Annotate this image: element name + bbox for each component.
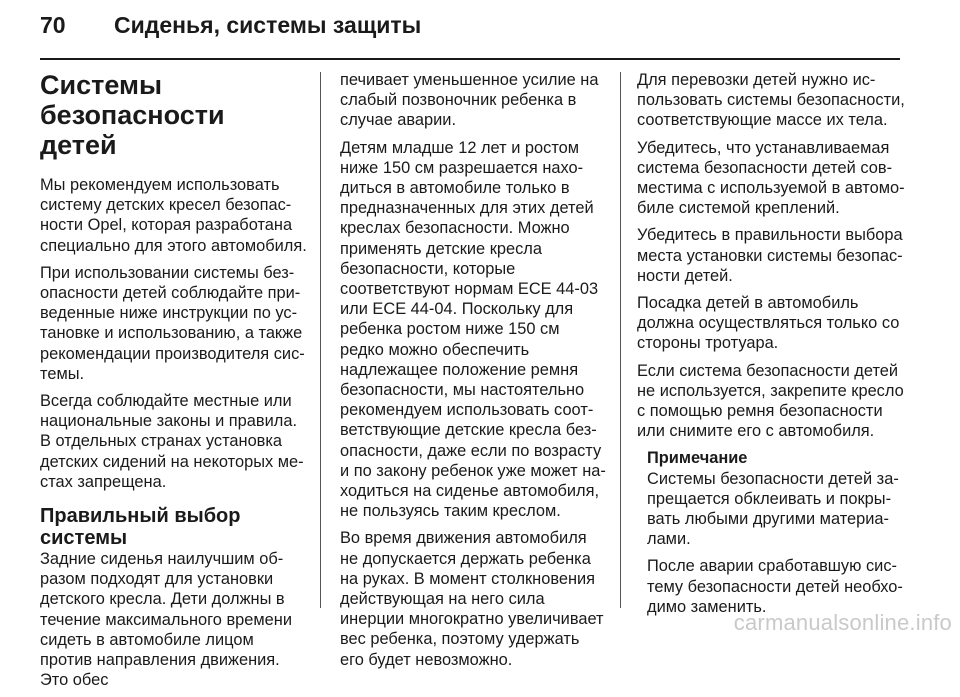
header-rule xyxy=(40,58,900,60)
paragraph: Задние сиденья наилучшим образом подходят для установки детского кресла. Дети должны в течение максимального времени сидеть в автомобиле лицом против направления движения. Это обес xyxy=(40,550,292,690)
note-title: Примечание xyxy=(647,449,748,468)
section-title xyxy=(40,70,308,160)
paragraph: Детям младше 12 лет и ростом ниже 150 см разрешается находиться в автомобиле только в предназначенных для этих детей креслах безопасности. Можно применять детские кресла безопасности, которые соответствуют нормам ECE 44-03 или ECE 44-04. Поскольку для ребенка ростом ниже 150 см редко можно обеспечить надлежащее положение ремня безопасности, мы настоятельно рекомендуем использовать соответствующие детские кресла безопасности, даже если по возрасту и по закону ребенок уже может находиться на сиденье автомобиля, не пользуясь таким креслом. xyxy=(340,138,606,521)
column-divider xyxy=(620,72,621,608)
paragraph: При использовании системы безопасности детей соблюдайте приведенные ниже инструкции по установке и использованию, а также рекомендации производителя системы. xyxy=(40,263,305,383)
paragraph: Убедитесь, что устанавливаемая система безопасности детей совместима с используемой в автомобиле системой креплений. xyxy=(637,138,905,218)
paragraph: Убедитесь в правильности выбора места установки системы безопасности детей. xyxy=(637,226,903,285)
paragraph: Во время движения автомобиля не допускается держать ребенка на руках. В момент столкновения действующая на него сила инерции многократно увеличивает вес ребенка, поэтому удержать его будет невозможно. xyxy=(340,529,604,669)
page-header xyxy=(40,12,920,52)
column-3 xyxy=(637,70,909,624)
watermark: carmanualsonline.info xyxy=(733,610,952,635)
running-title: Сиденья, системы защиты xyxy=(114,12,422,38)
paragraph: печивает уменьшенное усилие на слабый позвоночник ребенка в случае аварии. xyxy=(340,71,599,130)
paragraph: Мы рекомендуем использовать систему детских кресел безопасности Opel, которая разработана специально для этого автомобиля. xyxy=(40,176,307,255)
note-paragraph: После аварии сработавшую систему безопасности детей необходимо заменить. xyxy=(647,557,903,616)
section-title-line: безопасности детей xyxy=(40,100,225,160)
section-title-line: Системы xyxy=(40,70,163,100)
column-1 xyxy=(40,70,308,697)
column-divider xyxy=(320,72,321,608)
subheading: Правильный выбор системы xyxy=(40,505,241,550)
column-2 xyxy=(340,70,606,677)
note-paragraph: Системы безопасности детей запрещается обклеивать и покрывать любыми другими материалами. xyxy=(647,469,899,549)
paragraph: Всегда соблюдайте местные или национальные законы и правила. В отдельных странах установка детских сидений на некоторых местах запрещена. xyxy=(40,392,304,491)
paragraph: Для перевозки детей нужно использовать системы безопасности, соответствующие массе их тела. xyxy=(637,71,905,130)
page-number: 70 xyxy=(40,12,66,38)
paragraph: Посадка детей в автомобиль должна осуществляться только со стороны тротуара. xyxy=(637,294,900,353)
paragraph: Если система безопасности детей не используется, закрепите кресло с помощью ремня безопасности или снимите его с автомобиля. xyxy=(637,361,904,441)
note-box xyxy=(647,448,909,617)
